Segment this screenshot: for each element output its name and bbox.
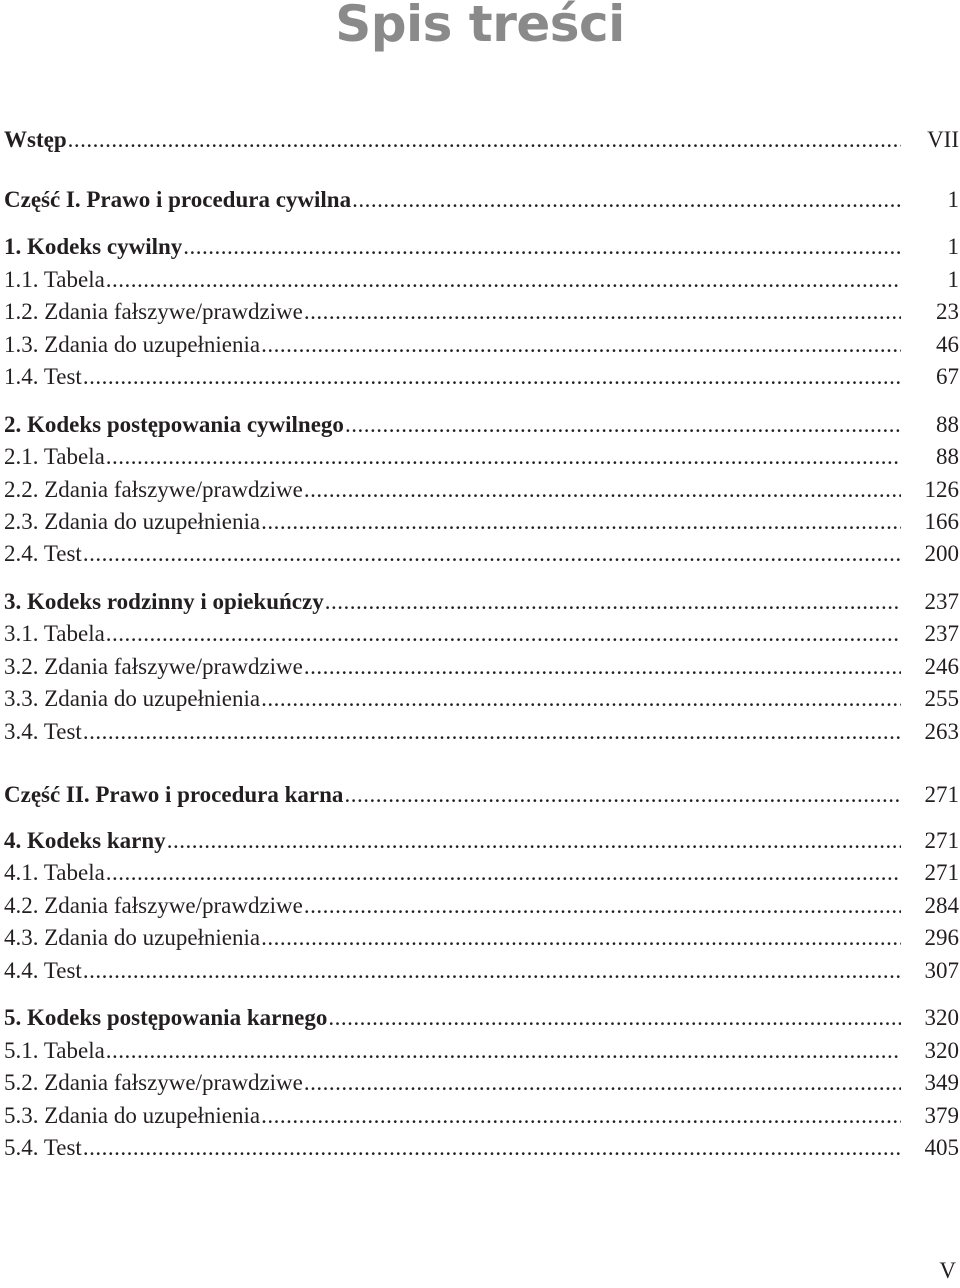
- toc-entry-page: VII: [927, 127, 959, 152]
- toc-entry[interactable]: [4, 267, 959, 293]
- toc-leader-dots: [106, 621, 901, 647]
- toc-entry-page: 284: [924, 893, 959, 918]
- toc-leader-dots: [106, 267, 901, 293]
- toc-entry[interactable]: [4, 686, 959, 712]
- toc-entry[interactable]: [4, 364, 959, 390]
- toc-entry[interactable]: [4, 187, 959, 213]
- toc-entry-page: 255: [924, 686, 959, 711]
- toc-entry-label: 1.4. Test: [4, 364, 82, 389]
- toc-entry[interactable]: [4, 541, 959, 567]
- toc-entry[interactable]: [4, 589, 959, 615]
- toc-entry[interactable]: [4, 925, 959, 951]
- toc-entry-label: 5. Kodeks postępowania karnego: [4, 1005, 328, 1030]
- toc-entry-page: 246: [924, 654, 959, 679]
- toc-entry[interactable]: [4, 234, 959, 260]
- toc-entry-label: Część II. Prawo i procedura karna: [4, 782, 344, 807]
- toc-entry[interactable]: [4, 412, 959, 438]
- toc-entry[interactable]: [4, 1135, 959, 1161]
- toc-entry-label: 3.4. Test: [4, 719, 82, 744]
- toc-leader-dots: [304, 893, 901, 919]
- toc-entry-label: 3.3. Zdania do uzupełnienia: [4, 686, 261, 711]
- toc-entry[interactable]: [4, 958, 959, 984]
- toc-entry-page: 320: [924, 1038, 959, 1063]
- toc-entry-page: 237: [924, 589, 959, 614]
- toc-entry-page: 296: [924, 925, 959, 950]
- toc-leader-dots: [83, 1135, 901, 1161]
- toc-entry[interactable]: [4, 719, 959, 745]
- toc-entry[interactable]: [4, 1038, 959, 1064]
- toc-entry-page: 349: [924, 1070, 959, 1095]
- toc-entry-page: 166: [924, 509, 959, 534]
- toc-entry-page: 200: [924, 541, 959, 566]
- toc-entry-page: 405: [924, 1135, 959, 1160]
- toc-leader-dots: [183, 234, 901, 260]
- toc-entry[interactable]: [4, 1103, 959, 1129]
- toc-entry[interactable]: [4, 299, 959, 325]
- toc-entry-page: 271: [924, 782, 959, 807]
- toc-entry[interactable]: [4, 782, 959, 808]
- toc-entry-page: 1: [947, 234, 959, 259]
- toc-entry-page: 1: [947, 267, 959, 292]
- toc-entry[interactable]: [4, 127, 959, 153]
- toc-entry-page: 23: [936, 299, 959, 324]
- toc-entry[interactable]: [4, 444, 959, 470]
- toc-entry-page: 379: [924, 1103, 959, 1128]
- toc-entry-label: 2. Kodeks postępowania cywilnego: [4, 412, 344, 437]
- toc-entry-label: 2.3. Zdania do uzupełnienia: [4, 509, 261, 534]
- toc-leader-dots: [167, 828, 901, 854]
- toc-entry[interactable]: [4, 621, 959, 647]
- toc-entry-label: 1. Kodeks cywilny: [4, 234, 183, 259]
- toc-entry-page: 126: [924, 477, 959, 502]
- toc-entry-page: 271: [924, 860, 959, 885]
- toc-leader-dots: [345, 412, 901, 438]
- toc-leader-dots: [106, 860, 901, 886]
- toc-entry-page: 237: [924, 621, 959, 646]
- toc-entry[interactable]: [4, 509, 959, 535]
- page-title: Spis treści: [335, 0, 625, 53]
- toc-entry-page: 271: [924, 828, 959, 853]
- toc-leader-dots: [261, 509, 901, 535]
- toc-leader-dots: [261, 925, 901, 951]
- toc-entry-label: 4.2. Zdania fałszywe/prawdziwe: [4, 893, 303, 918]
- toc-leader-dots: [261, 1103, 901, 1129]
- toc-entry[interactable]: [4, 1005, 959, 1031]
- toc-entry-page: 263: [924, 719, 959, 744]
- toc-entry-label: 5.3. Zdania do uzupełnienia: [4, 1103, 261, 1128]
- toc-leader-dots: [261, 686, 901, 712]
- toc-entry-label: 4.1. Tabela: [4, 860, 105, 885]
- toc-entry[interactable]: [4, 477, 959, 503]
- toc-entry-page: 88: [936, 412, 959, 437]
- toc-entry-label: 3. Kodeks rodzinny i opiekuńczy: [4, 589, 324, 614]
- toc-entry[interactable]: [4, 860, 959, 886]
- toc-entry[interactable]: [4, 332, 959, 358]
- toc-leader-dots: [83, 958, 901, 984]
- toc-entry-label: 4.3. Zdania do uzupełnienia: [4, 925, 261, 950]
- toc-entry-label: 1.1. Tabela: [4, 267, 105, 292]
- toc-entry-page: 320: [924, 1005, 959, 1030]
- toc-entry-label: 3.1. Tabela: [4, 621, 105, 646]
- toc-leader-dots: [68, 127, 901, 153]
- toc-entry[interactable]: [4, 893, 959, 919]
- toc-leader-dots: [83, 364, 901, 390]
- toc-entry-label: 3.2. Zdania fałszywe/prawdziwe: [4, 654, 303, 679]
- toc-entry-label: 5.4. Test: [4, 1135, 82, 1160]
- toc-entry-page: 307: [924, 958, 959, 983]
- toc-entry-label: 2.2. Zdania fałszywe/prawdziwe: [4, 477, 303, 502]
- toc-leader-dots: [352, 187, 901, 213]
- toc-entry-page: 67: [936, 364, 959, 389]
- toc-leader-dots: [344, 782, 901, 808]
- toc-entry-label: 4. Kodeks karny: [4, 828, 166, 853]
- toc-entry-label: 2.1. Tabela: [4, 444, 105, 469]
- toc-entry-label: 5.1. Tabela: [4, 1038, 105, 1063]
- toc-entry[interactable]: [4, 828, 959, 854]
- toc-entry-label: Wstęp: [4, 127, 67, 152]
- toc-leader-dots: [83, 541, 901, 567]
- toc-leader-dots: [83, 719, 901, 745]
- toc-entry-label: 1.3. Zdania do uzupełnienia: [4, 332, 261, 357]
- toc-entry-page: 88: [936, 444, 959, 469]
- toc-entry-label: 5.2. Zdania fałszywe/prawdziwe: [4, 1070, 303, 1095]
- toc-entry[interactable]: [4, 654, 959, 680]
- toc-entry[interactable]: [4, 1070, 959, 1096]
- toc-leader-dots: [304, 1070, 901, 1096]
- toc-leader-dots: [261, 332, 901, 358]
- toc-entry-label: 1.2. Zdania fałszywe/prawdziwe: [4, 299, 303, 324]
- toc-entry-label: 2.4. Test: [4, 541, 82, 566]
- toc-leader-dots: [304, 299, 901, 325]
- toc-entry-label: 4.4. Test: [4, 958, 82, 983]
- toc-entry-label: Część I. Prawo i procedura cywilna: [4, 187, 352, 212]
- page-number: V: [939, 1258, 956, 1283]
- toc-leader-dots: [325, 589, 901, 615]
- toc-leader-dots: [304, 654, 901, 680]
- toc-leader-dots: [328, 1005, 901, 1031]
- toc-entry-page: 1: [947, 187, 959, 212]
- toc-entry-page: 46: [936, 332, 959, 357]
- toc-leader-dots: [304, 477, 901, 503]
- toc-leader-dots: [106, 444, 901, 470]
- toc-leader-dots: [106, 1038, 901, 1064]
